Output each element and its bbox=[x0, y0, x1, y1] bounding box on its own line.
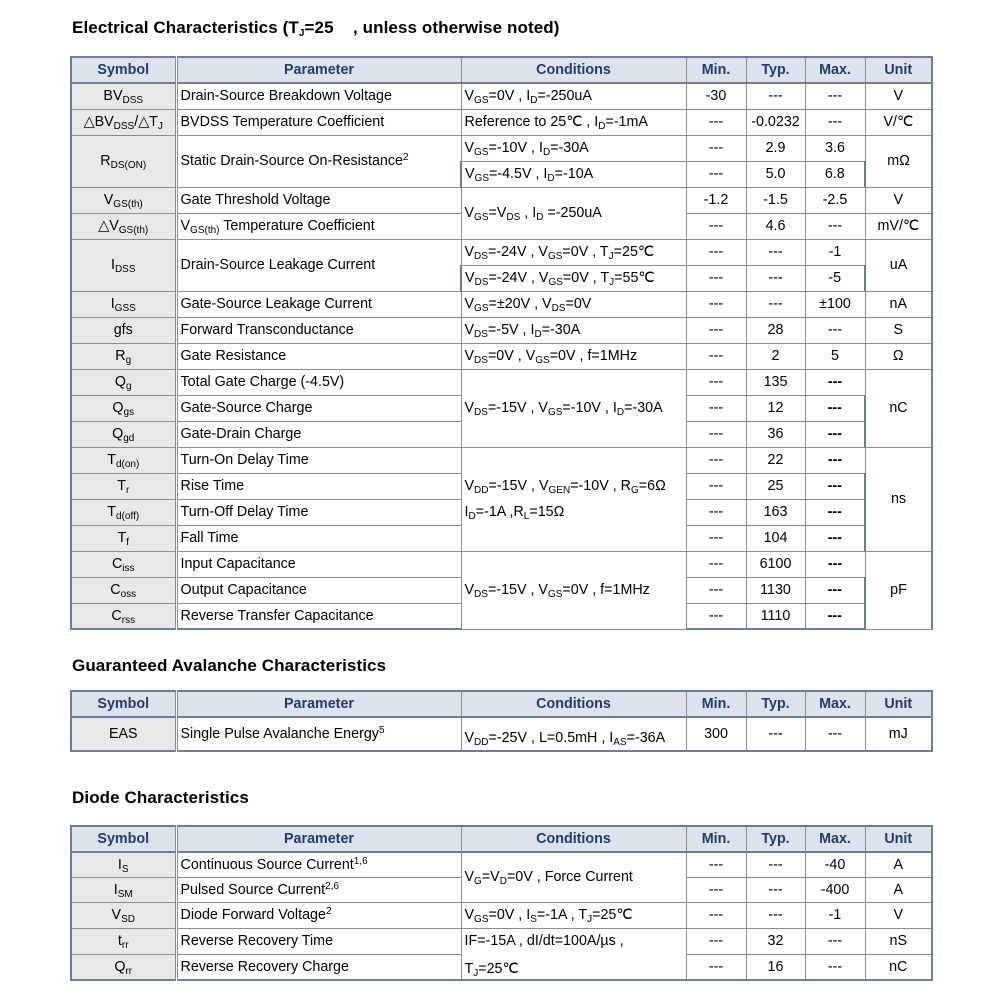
table-row bbox=[71, 135, 932, 161]
max-cell: --- bbox=[805, 473, 865, 499]
conditions-cell: $V_{GS}=0V$ , $I_S=-1A$ , $T_J=25℃$ bbox=[461, 902, 686, 928]
conditions-cell: $V_{DD}=-15V$ , $V_{GEN}=-10V$ , $R_G=6\Omega$ $I_D=-1A$ $,R_L=15\Omega$ bbox=[461, 447, 686, 551]
conditions-cell: $V_{GS}=-4.5V$ , $I_D=-10A$ bbox=[461, 161, 686, 187]
parameter-cell: Drain-Source Leakage Current bbox=[176, 239, 461, 291]
max-cell: --- bbox=[805, 109, 865, 135]
symbol-cell: $R_g$ bbox=[71, 343, 176, 369]
symbol-cell: $BV_{DSS}$ bbox=[71, 83, 176, 109]
max-cell: --- bbox=[805, 928, 865, 954]
table-row bbox=[71, 551, 932, 577]
typ-cell: 5.0 bbox=[746, 161, 805, 187]
max-cell: --- bbox=[805, 369, 865, 395]
min-cell: --- bbox=[686, 447, 746, 473]
col-min: Min. bbox=[686, 691, 746, 717]
conditions-cell: $V_{GS}=\pm 20V$ , $V_{DS}=0V$ bbox=[461, 291, 686, 317]
conditions-cell: $V_{DS}=-5V$ , $I_D=-30A$ bbox=[461, 317, 686, 343]
symbol-cell: $Q_g$ bbox=[71, 369, 176, 395]
typ-cell: --- bbox=[746, 852, 805, 877]
col-typ: Typ. bbox=[746, 691, 805, 717]
parameter-cell: Gate-Drain Charge bbox=[176, 421, 461, 447]
min-cell: --- bbox=[686, 265, 746, 291]
symbol-cell: $T_{d(on)}$ bbox=[71, 447, 176, 473]
col-unit: Unit bbox=[865, 691, 932, 717]
table-row bbox=[71, 109, 932, 135]
symbol-cell: $\triangle BV_{DSS}/\triangle T_J$ bbox=[71, 109, 176, 135]
symbol-cell: $I_S$ bbox=[71, 852, 176, 877]
symbol-cell: $Q_{gd}$ bbox=[71, 421, 176, 447]
min-cell: --- bbox=[686, 499, 746, 525]
max-cell: --- bbox=[805, 421, 865, 447]
col-typ: Typ. bbox=[746, 57, 805, 83]
unit-cell: V bbox=[865, 187, 932, 213]
symbol-cell: $R_{DS(ON)}$ bbox=[71, 135, 176, 187]
max-cell: --- bbox=[805, 603, 865, 629]
min-cell: --- bbox=[686, 369, 746, 395]
parameter-cell: Reverse Transfer Capacitance bbox=[176, 603, 461, 629]
symbol-cell: $I_{GSS}$ bbox=[71, 291, 176, 317]
max-cell: 3.6 bbox=[805, 135, 865, 161]
min-cell: --- bbox=[686, 343, 746, 369]
symbol-cell: $t_{rr}$ bbox=[71, 928, 176, 954]
table-row bbox=[71, 317, 932, 343]
max-cell: --- bbox=[805, 577, 865, 603]
parameter-cell: Input Capacitance bbox=[176, 551, 461, 577]
max-cell: --- bbox=[805, 447, 865, 473]
table-header bbox=[71, 826, 932, 852]
typ-cell: 1110 bbox=[746, 603, 805, 629]
symbol-cell: $C_{rss}$ bbox=[71, 603, 176, 629]
parameter-cell: Continuous Source Current$^{1,6}$ bbox=[176, 852, 461, 877]
symbol-cell: $V_{GS(th)}$ bbox=[71, 187, 176, 213]
table-row bbox=[71, 954, 932, 980]
min-cell: --- bbox=[686, 473, 746, 499]
table-row bbox=[71, 447, 932, 473]
typ-cell: 12 bbox=[746, 395, 805, 421]
min-cell: 300 bbox=[686, 717, 746, 751]
parameter-cell: Reverse Recovery Charge bbox=[176, 954, 461, 980]
typ-cell: --- bbox=[746, 239, 805, 265]
typ-cell: --- bbox=[746, 291, 805, 317]
unit-cell: A bbox=[865, 852, 932, 877]
parameter-cell: Static Drain-Source On-Resistance$^2$ bbox=[176, 135, 461, 187]
col-parameter: Parameter bbox=[176, 57, 461, 83]
typ-cell: --- bbox=[746, 83, 805, 109]
unit-cell: nA bbox=[865, 291, 932, 317]
conditions-cell: $V_{DS}=-15V$ , $V_{GS}=-10V$ , $I_D=-30A$ bbox=[461, 369, 686, 447]
symbol-cell: $C_{oss}$ bbox=[71, 577, 176, 603]
typ-cell: 6100 bbox=[746, 551, 805, 577]
typ-cell: 16 bbox=[746, 954, 805, 980]
electrical-table bbox=[70, 56, 933, 630]
max-cell: --- bbox=[805, 551, 865, 577]
parameter-cell: Pulsed Source Current$^{2,6}$ bbox=[176, 877, 461, 902]
col-max: Max. bbox=[805, 57, 865, 83]
conditions-cell: $V_{DS}=-24V$ , $V_{GS}=0V$ , $T_J=25℃$ bbox=[461, 239, 686, 265]
col-max: Max. bbox=[805, 826, 865, 852]
min-cell: -30 bbox=[686, 83, 746, 109]
symbol-cell: $\triangle V_{GS(th)}$ bbox=[71, 213, 176, 239]
typ-cell: 1130 bbox=[746, 577, 805, 603]
col-conditions: Conditions bbox=[461, 826, 686, 852]
parameter-cell: Total Gate Charge (-4.5V) bbox=[176, 369, 461, 395]
parameter-cell: Gate Threshold Voltage bbox=[176, 187, 461, 213]
max-cell: 5 bbox=[805, 343, 865, 369]
unit-cell: V bbox=[865, 902, 932, 928]
symbol-cell: $I_{DSS}$ bbox=[71, 239, 176, 291]
unit-cell: A bbox=[865, 877, 932, 902]
symbol-cell: $Q_{gs}$ bbox=[71, 395, 176, 421]
min-cell: --- bbox=[686, 395, 746, 421]
col-typ: Typ. bbox=[746, 826, 805, 852]
typ-cell: --- bbox=[746, 902, 805, 928]
min-cell: --- bbox=[686, 928, 746, 954]
col-conditions: Conditions bbox=[461, 57, 686, 83]
parameter-cell: Turn-Off Delay Time bbox=[176, 499, 461, 525]
symbol-cell: $C_{iss}$ bbox=[71, 551, 176, 577]
col-parameter: Parameter bbox=[176, 691, 461, 717]
typ-cell: 25 bbox=[746, 473, 805, 499]
typ-cell: 22 bbox=[746, 447, 805, 473]
conditions-cell: $T_J=25℃$ bbox=[461, 954, 686, 980]
unit-cell: nS bbox=[865, 928, 932, 954]
typ-cell: 36 bbox=[746, 421, 805, 447]
max-cell: --- bbox=[805, 499, 865, 525]
min-cell: --- bbox=[686, 291, 746, 317]
symbol-cell: $T_r$ bbox=[71, 473, 176, 499]
parameter-cell: BVDSS Temperature Coefficient bbox=[176, 109, 461, 135]
unit-cell: ns bbox=[865, 447, 932, 551]
unit-cell: uA bbox=[865, 239, 932, 291]
symbol-cell: $V_{SD}$ bbox=[71, 902, 176, 928]
parameter-cell: Reverse Recovery Time bbox=[176, 928, 461, 954]
table-row bbox=[71, 239, 932, 265]
max-cell: --- bbox=[805, 717, 865, 751]
typ-cell: --- bbox=[746, 717, 805, 751]
typ-cell: -0.0232 bbox=[746, 109, 805, 135]
table-header bbox=[71, 57, 932, 83]
symbol-cell: $I_{SM}$ bbox=[71, 877, 176, 902]
max-cell: 6.8 bbox=[805, 161, 865, 187]
table-row bbox=[71, 902, 932, 928]
parameter-cell: Single Pulse Avalanche Energy$^5$ bbox=[176, 717, 461, 751]
symbol-cell: $Q_{rr}$ bbox=[71, 954, 176, 980]
parameter-cell: Output Capacitance bbox=[176, 577, 461, 603]
col-symbol: Symbol bbox=[71, 57, 176, 83]
table-row bbox=[71, 291, 932, 317]
min-cell: --- bbox=[686, 239, 746, 265]
table-row bbox=[71, 343, 932, 369]
symbol-cell: $T_{d(off)}$ bbox=[71, 499, 176, 525]
typ-cell: 163 bbox=[746, 499, 805, 525]
parameter-cell: Drain-Source Breakdown Voltage bbox=[176, 83, 461, 109]
typ-cell: --- bbox=[746, 877, 805, 902]
min-cell: --- bbox=[686, 421, 746, 447]
typ-cell: 2.9 bbox=[746, 135, 805, 161]
max-cell: -40 bbox=[805, 852, 865, 877]
col-min: Min. bbox=[686, 57, 746, 83]
min-cell: --- bbox=[686, 852, 746, 877]
unit-cell: mJ bbox=[865, 717, 932, 751]
col-unit: Unit bbox=[865, 57, 932, 83]
min-cell: --- bbox=[686, 135, 746, 161]
col-conditions: Conditions bbox=[461, 691, 686, 717]
max-cell: -400 bbox=[805, 877, 865, 902]
min-cell: --- bbox=[686, 161, 746, 187]
conditions-cell: $V_{DS}=-24V$ , $V_{GS}=0V$ , $T_J=55℃$ bbox=[461, 265, 686, 291]
unit-cell: Ω bbox=[865, 343, 932, 369]
table-row bbox=[71, 369, 932, 395]
unit-cell: mΩ bbox=[865, 135, 932, 187]
unit-cell: pF bbox=[865, 551, 932, 629]
col-max: Max. bbox=[805, 691, 865, 717]
min-cell: --- bbox=[686, 603, 746, 629]
parameter-cell: Turn-On Delay Time bbox=[176, 447, 461, 473]
min-cell: -1.2 bbox=[686, 187, 746, 213]
typ-cell: 135 bbox=[746, 369, 805, 395]
conditions-cell: $V_G=V_D=0V$ , Force Current bbox=[461, 852, 686, 902]
parameter-cell: Gate-Source Charge bbox=[176, 395, 461, 421]
unit-cell: V/℃ bbox=[865, 109, 932, 135]
unit-cell: V bbox=[865, 83, 932, 109]
avalanche-table bbox=[70, 690, 933, 752]
conditions-cell: Reference to 25℃ , $I_D=-1mA$ bbox=[461, 109, 686, 135]
typ-cell: -1.5 bbox=[746, 187, 805, 213]
conditions-cell: $V_{GS}=0V$ , $I_D=-250uA$ bbox=[461, 83, 686, 109]
max-cell: --- bbox=[805, 395, 865, 421]
conditions-cell: $V_{GS}=V_{DS}$ , $I_D =-250uA$ bbox=[461, 187, 686, 239]
unit-cell: S bbox=[865, 317, 932, 343]
min-cell: --- bbox=[686, 877, 746, 902]
col-parameter: Parameter bbox=[176, 826, 461, 852]
unit-cell: nC bbox=[865, 369, 932, 447]
parameter-cell: Diode Forward Voltage$^2$ bbox=[176, 902, 461, 928]
min-cell: --- bbox=[686, 213, 746, 239]
min-cell: --- bbox=[686, 902, 746, 928]
diode-table bbox=[70, 825, 933, 981]
min-cell: --- bbox=[686, 551, 746, 577]
conditions-cell: IF=-15A , dI/dt=100A/µs , bbox=[461, 928, 686, 954]
parameter-cell: Rise Time bbox=[176, 473, 461, 499]
conditions-cell: $V_{DS}=-15V$ , $V_{GS}=0V$ , f=1MHz bbox=[461, 551, 686, 629]
parameter-cell: $V_{GS(th)}$ Temperature Coefficient bbox=[176, 213, 461, 239]
col-unit: Unit bbox=[865, 826, 932, 852]
col-min: Min. bbox=[686, 826, 746, 852]
typ-cell: 2 bbox=[746, 343, 805, 369]
typ-cell: 104 bbox=[746, 525, 805, 551]
max-cell: --- bbox=[805, 525, 865, 551]
table-header bbox=[71, 691, 932, 717]
unit-cell: nC bbox=[865, 954, 932, 980]
min-cell: --- bbox=[686, 954, 746, 980]
max-cell: -5 bbox=[805, 265, 865, 291]
table-row bbox=[71, 928, 932, 954]
typ-cell: 4.6 bbox=[746, 213, 805, 239]
max-cell: -1 bbox=[805, 239, 865, 265]
min-cell: --- bbox=[686, 577, 746, 603]
min-cell: --- bbox=[686, 317, 746, 343]
diode-heading: Diode Characteristics bbox=[72, 788, 249, 807]
symbol-cell: $T_f$ bbox=[71, 525, 176, 551]
electrical-heading: Electrical Characteristics ($T_J=25$ , unless otherwise noted) bbox=[72, 18, 560, 39]
col-symbol: Symbol bbox=[71, 691, 176, 717]
col-symbol: Symbol bbox=[71, 826, 176, 852]
conditions-cell: $V_{DD}=-25V$ , L=0.5mH , $I_{AS}=-36A$ bbox=[461, 717, 686, 751]
max-cell: --- bbox=[805, 317, 865, 343]
parameter-cell: Gate Resistance bbox=[176, 343, 461, 369]
table-row bbox=[71, 717, 932, 751]
max-cell: --- bbox=[805, 213, 865, 239]
min-cell: --- bbox=[686, 525, 746, 551]
max-cell: -2.5 bbox=[805, 187, 865, 213]
typ-cell: 32 bbox=[746, 928, 805, 954]
max-cell: -1 bbox=[805, 902, 865, 928]
min-cell: --- bbox=[686, 109, 746, 135]
parameter-cell: Gate-Source Leakage Current bbox=[176, 291, 461, 317]
unit-cell: mV/℃ bbox=[865, 213, 932, 239]
parameter-cell: Fall Time bbox=[176, 525, 461, 551]
parameter-cell: Forward Transconductance bbox=[176, 317, 461, 343]
conditions-cell: $V_{GS}=-10V$ , $I_D=-30A$ bbox=[461, 135, 686, 161]
table-row bbox=[71, 83, 932, 109]
symbol-cell: gfs bbox=[71, 317, 176, 343]
max-cell: --- bbox=[805, 83, 865, 109]
typ-cell: --- bbox=[746, 265, 805, 291]
max-cell: ±100 bbox=[805, 291, 865, 317]
table-row bbox=[71, 187, 932, 213]
conditions-cell: $V_{DS}=0V$ , $V_{GS}=0V$ , f=1MHz bbox=[461, 343, 686, 369]
typ-cell: 28 bbox=[746, 317, 805, 343]
max-cell: --- bbox=[805, 954, 865, 980]
avalanche-heading: Guaranteed Avalanche Characteristics bbox=[72, 656, 387, 675]
table-row bbox=[71, 852, 932, 877]
symbol-cell: EAS bbox=[71, 717, 176, 751]
